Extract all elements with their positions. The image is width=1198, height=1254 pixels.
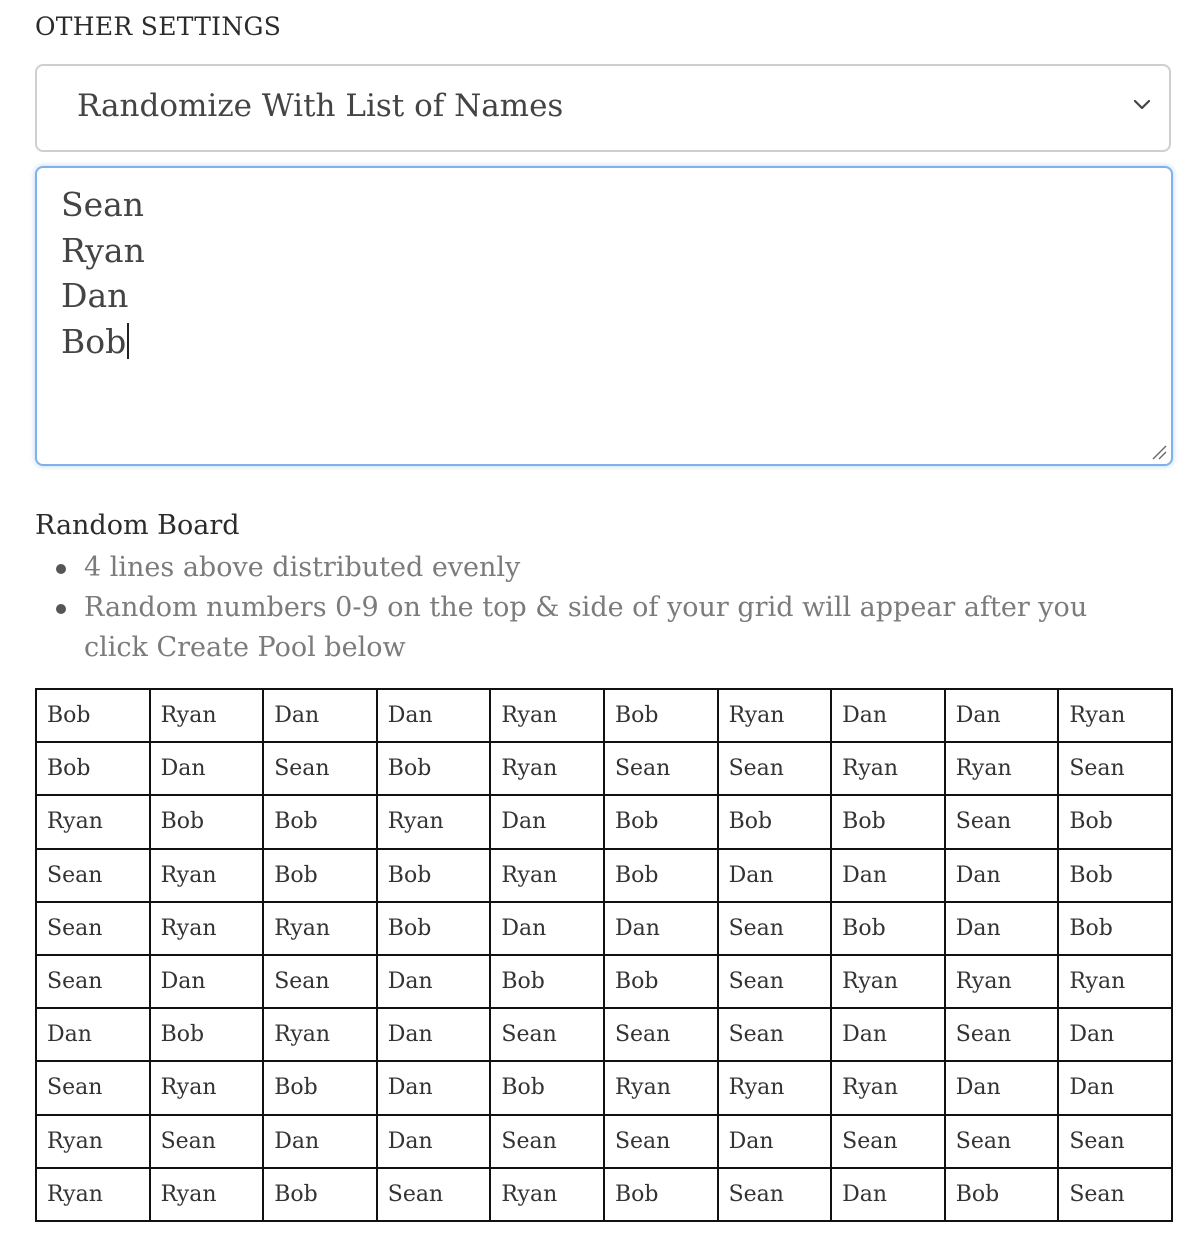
board-cell: Bob <box>377 902 491 955</box>
board-cell: Ryan <box>150 902 264 955</box>
board-cell: Sean <box>36 1061 150 1114</box>
board-cell: Ryan <box>490 1168 604 1221</box>
note-item <box>56 548 1136 588</box>
name-line: Dan <box>61 276 129 315</box>
board-cell: Dan <box>263 689 377 742</box>
board-cell: Dan <box>831 849 945 902</box>
board-body <box>36 689 1172 1221</box>
board-cell: Bob <box>490 955 604 1008</box>
board-cell: Bob <box>150 1008 264 1061</box>
board-cell: Sean <box>604 742 718 795</box>
randomize-mode-select[interactable] <box>35 64 1171 152</box>
board-row <box>36 902 1172 955</box>
board-cell: Ryan <box>150 1061 264 1114</box>
note-text: 4 lines above distributed evenly <box>84 552 521 583</box>
board-cell: Bob <box>604 689 718 742</box>
board-row <box>36 689 1172 742</box>
board-notes <box>56 548 1136 668</box>
board-cell: Sean <box>718 1008 832 1061</box>
text-caret <box>127 323 129 359</box>
board-cell: Dan <box>377 1008 491 1061</box>
name-line-last <box>61 319 145 365</box>
note-item <box>56 588 1136 668</box>
board-cell: Dan <box>490 902 604 955</box>
board-cell: Bob <box>1058 795 1172 848</box>
random-board-grid <box>35 688 1173 1222</box>
board-cell: Ryan <box>150 849 264 902</box>
board-cell: Ryan <box>1058 689 1172 742</box>
board-cell: Bob <box>377 849 491 902</box>
board-cell: Sean <box>604 1115 718 1168</box>
board-cell: Dan <box>945 689 1059 742</box>
board-cell: Dan <box>150 955 264 1008</box>
resize-grip-icon[interactable] <box>1151 444 1167 460</box>
names-textarea[interactable] <box>35 166 1173 466</box>
board-cell: Sean <box>263 955 377 1008</box>
board-cell: Dan <box>36 1008 150 1061</box>
note-text: Random numbers 0-9 on the top & side of your grid will appear after you click Create Pool below <box>84 592 1088 663</box>
board-cell: Ryan <box>36 795 150 848</box>
board-cell: Dan <box>718 1115 832 1168</box>
board-cell: Ryan <box>36 1168 150 1221</box>
board-cell: Ryan <box>604 1061 718 1114</box>
board-cell: Bob <box>831 795 945 848</box>
board-cell: Bob <box>718 795 832 848</box>
board-cell: Bob <box>263 795 377 848</box>
board-cell: Dan <box>263 1115 377 1168</box>
board-cell: Ryan <box>377 795 491 848</box>
board-cell: Dan <box>945 1061 1059 1114</box>
board-cell: Bob <box>945 1168 1059 1221</box>
board-cell: Bob <box>377 742 491 795</box>
board-cell: Dan <box>945 849 1059 902</box>
board-cell: Ryan <box>831 742 945 795</box>
board-cell: Sean <box>945 1115 1059 1168</box>
board-cell: Ryan <box>831 955 945 1008</box>
board-row <box>36 742 1172 795</box>
board-cell: Dan <box>377 1115 491 1168</box>
board-cell: Dan <box>1058 1061 1172 1114</box>
board-cell: Bob <box>263 1061 377 1114</box>
board-cell: Sean <box>718 742 832 795</box>
board-cell: Dan <box>377 1061 491 1114</box>
board-cell: Ryan <box>263 1008 377 1061</box>
board-cell: Bob <box>831 902 945 955</box>
board-cell: Sean <box>150 1115 264 1168</box>
board-title: Random Board <box>35 510 240 541</box>
board-cell: Ryan <box>945 955 1059 1008</box>
board-cell: Sean <box>263 742 377 795</box>
board-cell: Bob <box>490 1061 604 1114</box>
board-cell: Bob <box>1058 849 1172 902</box>
board-cell: Ryan <box>150 1168 264 1221</box>
board-cell: Bob <box>604 849 718 902</box>
board-cell: Sean <box>490 1115 604 1168</box>
board-cell: Sean <box>718 1168 832 1221</box>
board-cell: Sean <box>718 902 832 955</box>
board-cell: Dan <box>377 689 491 742</box>
board-cell: Sean <box>36 849 150 902</box>
board-cell: Sean <box>945 1008 1059 1061</box>
board-cell: Sean <box>1058 1168 1172 1221</box>
board-cell: Dan <box>831 689 945 742</box>
board-row <box>36 955 1172 1008</box>
board-cell: Dan <box>604 902 718 955</box>
board-cell: Ryan <box>490 849 604 902</box>
settings-heading: OTHER SETTINGS <box>35 12 282 41</box>
board-row <box>36 1061 1172 1114</box>
board-cell: Ryan <box>1058 955 1172 1008</box>
board-cell: Bob <box>604 1168 718 1221</box>
board-row <box>36 1008 1172 1061</box>
bullet-icon <box>56 564 66 574</box>
board-cell: Ryan <box>718 1061 832 1114</box>
board-cell: Ryan <box>263 902 377 955</box>
board-cell: Sean <box>718 955 832 1008</box>
board-cell: Bob <box>36 742 150 795</box>
board-row <box>36 1115 1172 1168</box>
bullet-icon <box>56 604 66 614</box>
board-cell: Sean <box>490 1008 604 1061</box>
board-cell: Dan <box>377 955 491 1008</box>
names-text <box>61 182 145 364</box>
board-cell: Sean <box>945 795 1059 848</box>
board-cell: Ryan <box>490 742 604 795</box>
board-cell: Sean <box>1058 1115 1172 1168</box>
board-cell: Dan <box>1058 1008 1172 1061</box>
board-cell: Dan <box>150 742 264 795</box>
board-cell: Ryan <box>490 689 604 742</box>
board-cell: Bob <box>1058 902 1172 955</box>
name-line-text: Bob <box>61 321 127 361</box>
board-cell: Sean <box>36 902 150 955</box>
board-cell: Dan <box>831 1168 945 1221</box>
board-cell: Ryan <box>718 689 832 742</box>
board-cell: Sean <box>831 1115 945 1168</box>
board-row <box>36 1168 1172 1221</box>
board-cell: Sean <box>377 1168 491 1221</box>
board-cell: Bob <box>263 1168 377 1221</box>
board-cell: Bob <box>604 795 718 848</box>
chevron-down-icon <box>1131 94 1153 116</box>
board-cell: Dan <box>490 795 604 848</box>
name-line: Sean <box>61 185 145 224</box>
board-cell: Ryan <box>831 1061 945 1114</box>
board-cell: Ryan <box>150 689 264 742</box>
board-cell: Bob <box>263 849 377 902</box>
board-cell: Dan <box>718 849 832 902</box>
board-cell: Sean <box>1058 742 1172 795</box>
board-cell: Dan <box>831 1008 945 1061</box>
board-cell: Sean <box>604 1008 718 1061</box>
board-cell: Bob <box>604 955 718 1008</box>
board-cell: Sean <box>36 955 150 1008</box>
board-row <box>36 849 1172 902</box>
board-row <box>36 795 1172 848</box>
board-cell: Ryan <box>945 742 1059 795</box>
board-cell: Ryan <box>36 1115 150 1168</box>
board-cell: Bob <box>150 795 264 848</box>
board-cell: Dan <box>945 902 1059 955</box>
select-value: Randomize With List of Names <box>77 88 564 124</box>
name-line: Ryan <box>61 230 145 270</box>
board-cell: Bob <box>36 689 150 742</box>
